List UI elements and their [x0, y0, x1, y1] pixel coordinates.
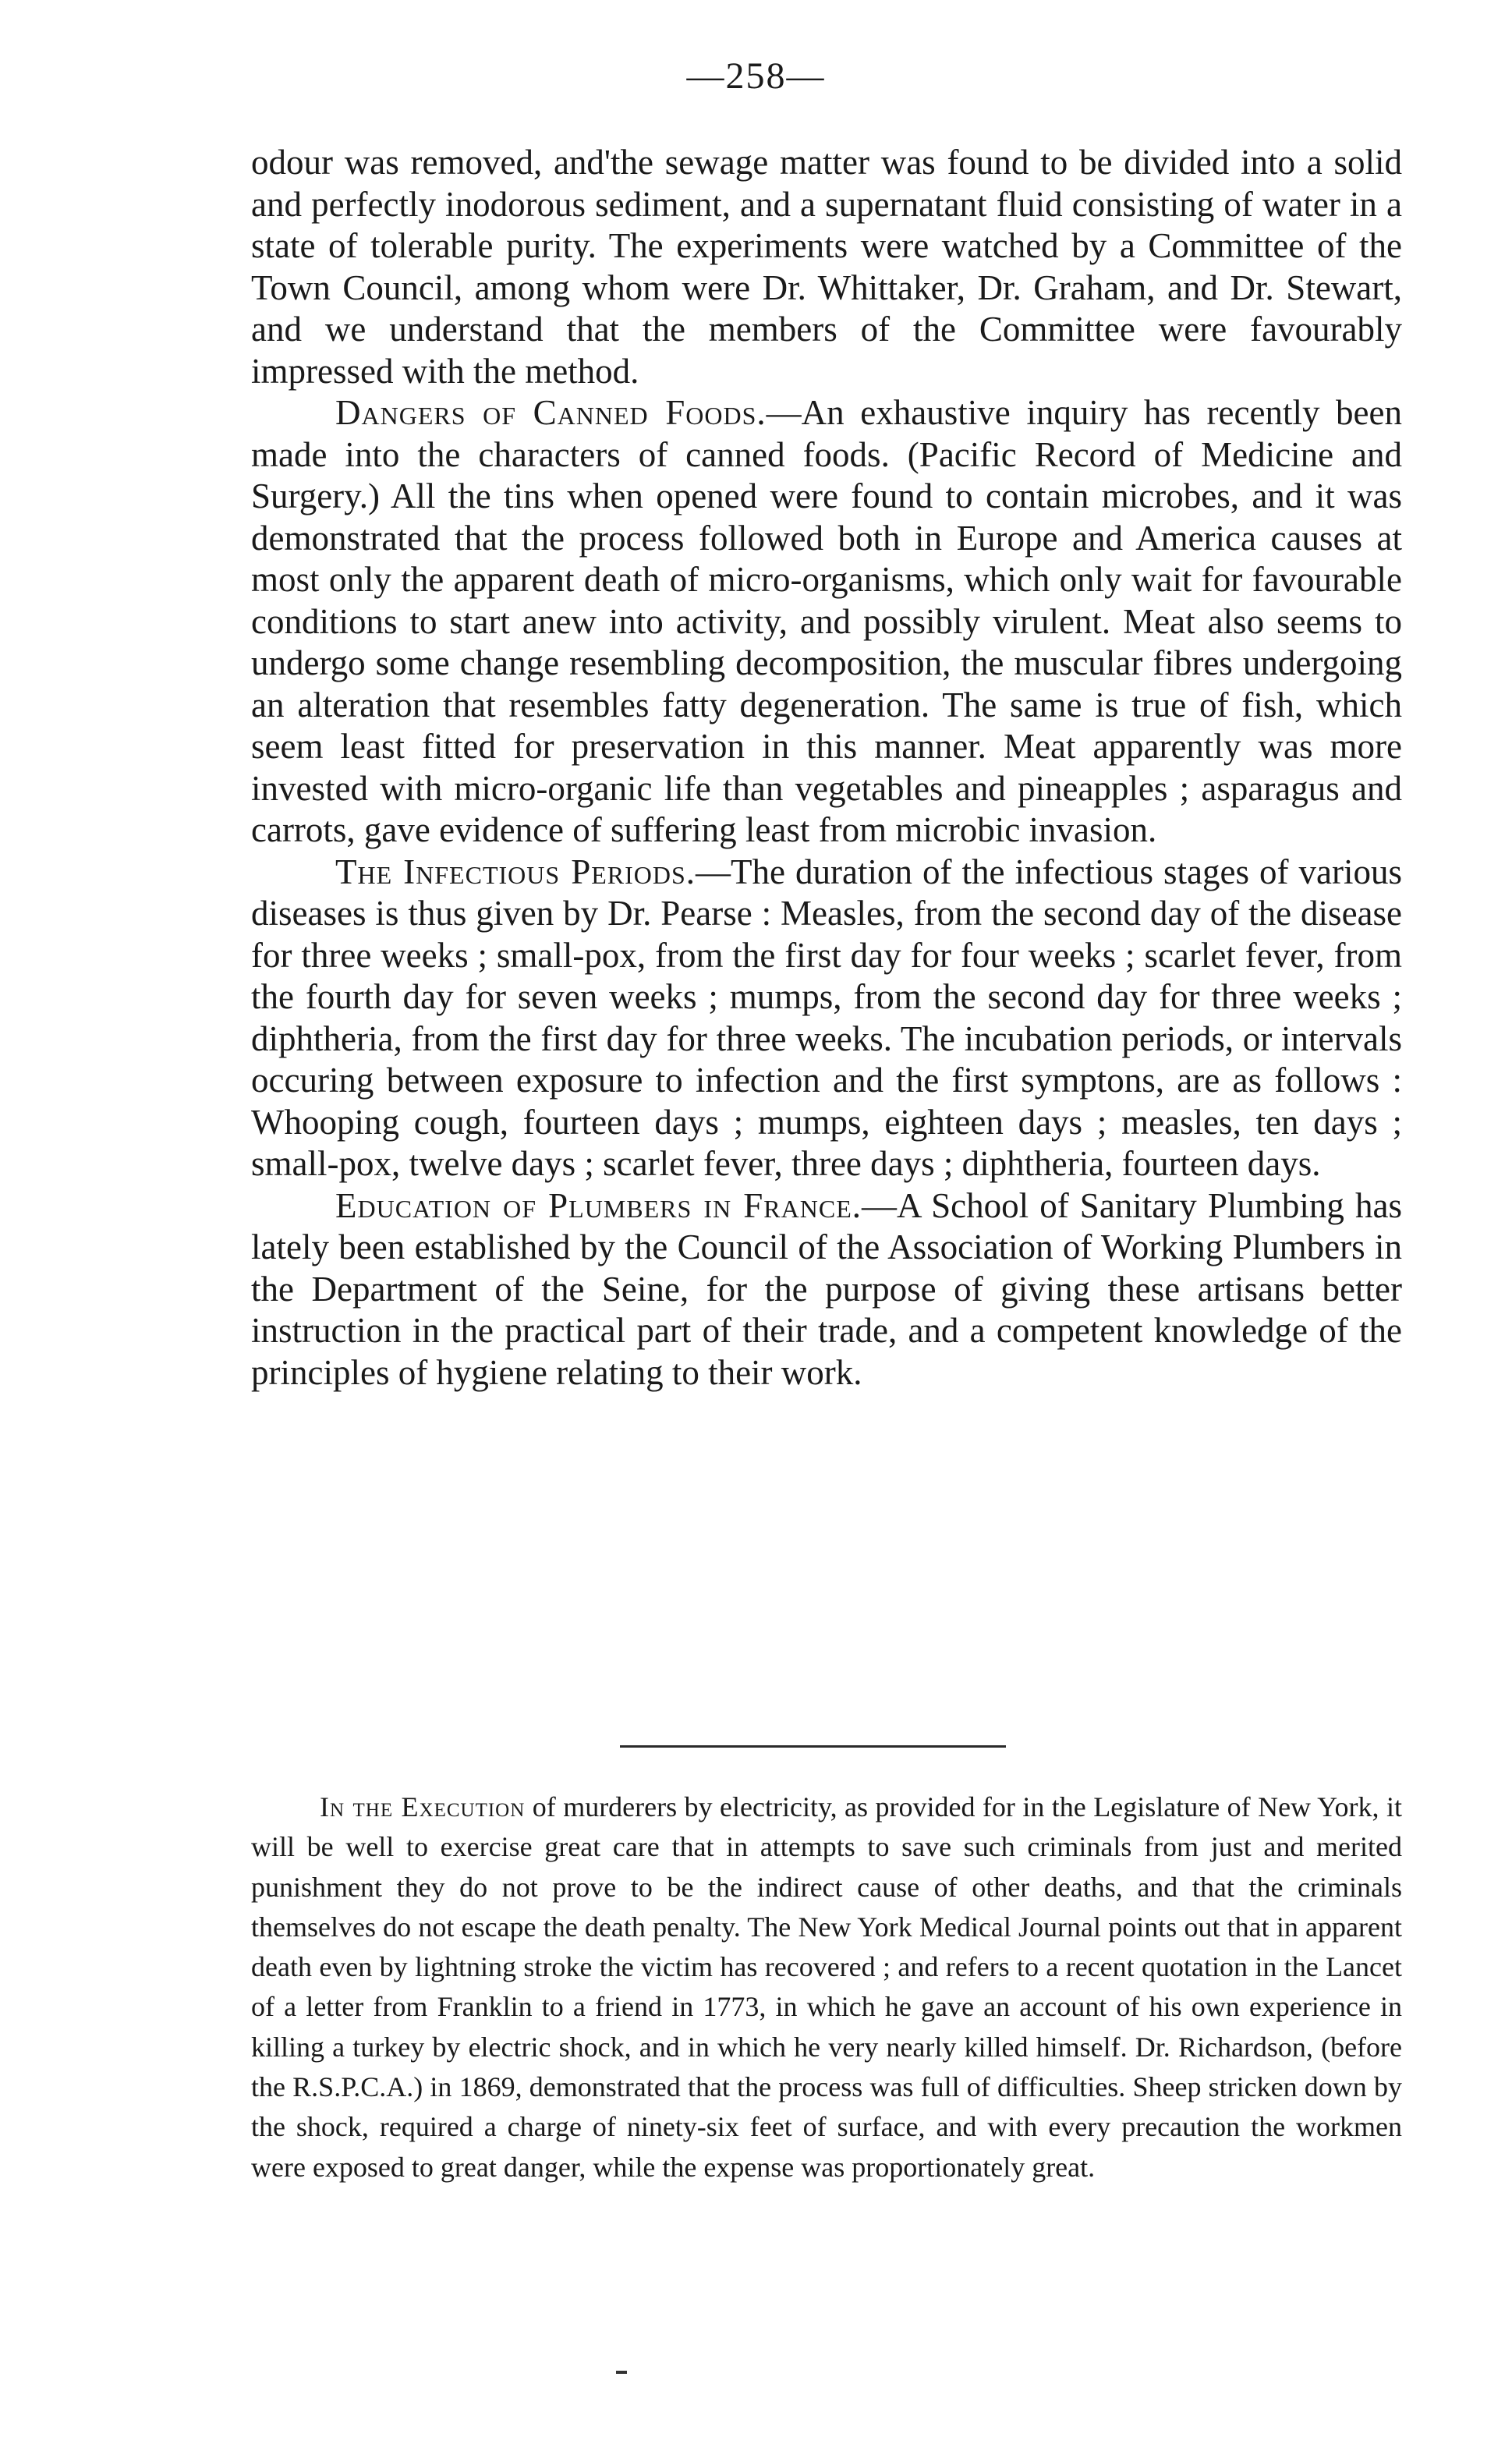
section-heading-plumbers-education: Education of Plumbers in France.: [335, 1185, 862, 1225]
page-number: —258—: [686, 55, 826, 97]
section-paragraph-infectious-periods: [251, 852, 1402, 1185]
intro-paragraph: odour was removed, and'the sewage matter was found to be divided into a solid and perfectly inodorous sediment, and a supernatant fluid consisting of water in a state of tolerable purity. The experiments were watched by a Committee of the Town Council, among whom were Dr. Whittaker, Dr. Graham, and Dr. Stewart, and we understand that the members of the Committee were favourably impressed with the method.: [251, 143, 1402, 391]
section-paragraph-plumbers-education: [251, 1185, 1402, 1394]
section-body-infectious-periods: —The duration of the infectious stages of various diseases is thus given by Dr. Pearse : Measles, from the second day of the disease for three weeks ; small-pox, from the first day for four weeks ; scarlet fever, from the fourth day for seven weeks ; mumps, from the second day for three weeks ; diphtheria, from the first day for three weeks. The incubation periods, or intervals occuring between exposure to infection and the first symptons, are as follows : Whooping cough, fourteen days ; mumps, eighteen days ; measles, ten days ; small-pox, twelve days ; scarlet fever, three days ; diphtheria, fourteen days.: [251, 852, 1402, 1183]
main-article-text: [251, 142, 1402, 1394]
section-body-plumbers-education: —A School of Sanitary Plumbing has lately been established by the Council of the Association of Working Plumbers in the Department of the Seine, for the purpose of giving these artisans better instruction in the practical part of their trade, and a competent knowledge of the principles of hygiene relating to their work.: [251, 1185, 1402, 1392]
section-heading-canned-foods: Dangers of Canned Foods.: [335, 393, 767, 432]
note-paragraph: [251, 1787, 1402, 2187]
note-heading: In the Execution: [320, 1791, 526, 1822]
section-heading-infectious-periods: The Infectious Periods.: [335, 852, 696, 891]
section-divider: [620, 1745, 1006, 1748]
electricity-execution-note: [251, 1787, 1402, 2187]
section-paragraph-canned-foods: [251, 392, 1402, 852]
section-body-canned-foods: —An exhaustive inquiry has recently been made into the characters of canned foods. (Pacific Record of Medicine and Surgery.) All the tins when opened were found to contain microbes, and it was demonstrated that the process followed both in Europe and America causes at most only the apparent death of micro-organisms, which only wait for favourable conditions to start anew into activity, and possibly virulent. Meat also seems to undergo some change resembling decomposition, the muscular fibres undergoing an alteration that resembles fatty degeneration. The same is true of fish, which seem least fitted for preservation in this manner. Meat apparently was more invested with micro-organic life than vegetables and pineapples ; asparagus and carrots, gave evidence of suffering least from microbic invasion.: [251, 393, 1403, 849]
note-body: of murderers by electricity, as provided for in the Legislature of New York, it will be well to exercise great care that in attempts to save such criminals from just and merited punishment they do not prove to be the indirect cause of other deaths, and that the criminals themselves do not escape the death penalty. The New York Medical Journal points out that in apparent death even by lightning stroke the victim has recovered ; and refers to a recent quotation in the Lancet of a letter from Franklin to a friend in 1773, in which he gave an account of his own experience in killing a turkey by electric shock, and in which he very nearly killed himself. Dr. Richardson, (before the R.S.P.C.A.) in 1869, demonstrated that the process was full of difficulties. Sheep stricken down by the shock, required a charge of ninety-six feet of surface, and with every precaution the workmen were exposed to great danger, while the expense was proportionately great.: [251, 1791, 1402, 2183]
bottom-page-mark: [616, 2371, 627, 2374]
